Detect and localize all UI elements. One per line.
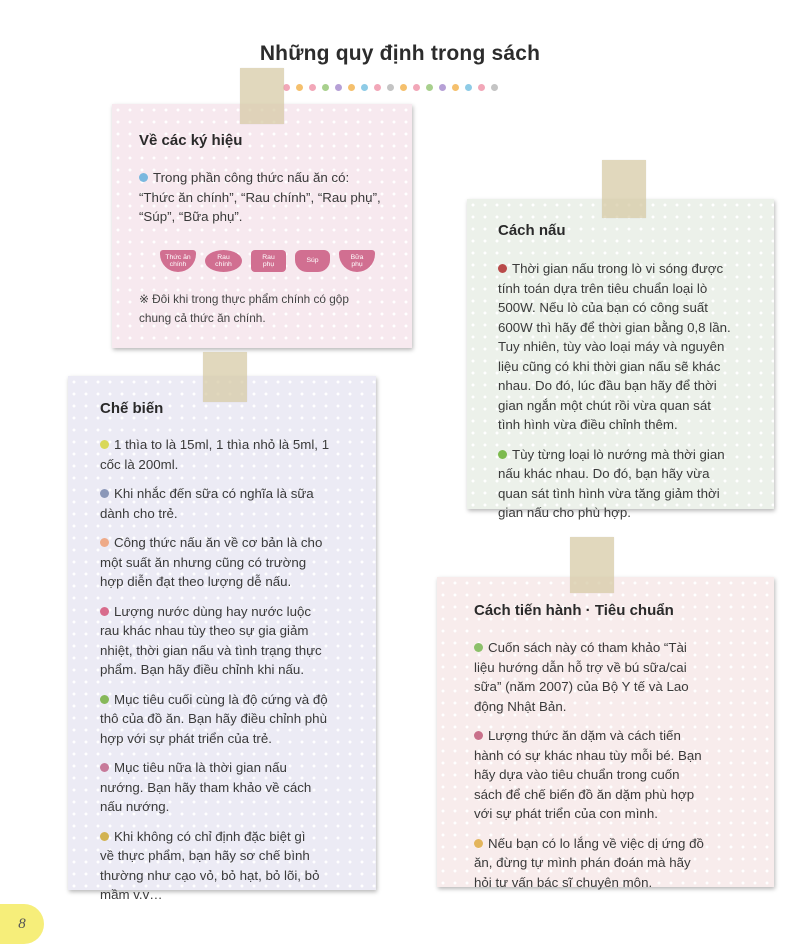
list-item (100, 827, 370, 905)
title-dot (387, 84, 394, 91)
symbols-note (139, 290, 407, 327)
symbols-line: “Súp”, “Bữa phụ”. (139, 209, 243, 224)
list-item (474, 834, 764, 893)
page-number: 8 (0, 904, 44, 944)
list-line: 500W. Nếu lò của bạn có công suất (498, 300, 708, 315)
label-main-veg: Rau chính (205, 250, 242, 272)
list-line: thô của đồ ăn. Bạn hãy điều chỉnh phù (100, 711, 327, 726)
list-line: Thời gian nấu trong lò vi sóng được (512, 261, 724, 276)
list-line: ăn, đừng tự mình phán đoán mà hãy (474, 855, 691, 870)
list-line: Cuốn sách này có tham khảo “Tài (488, 640, 687, 655)
list-item (498, 259, 768, 435)
card-cooking-heading: Cách nấu (498, 222, 566, 239)
title-dot (361, 84, 368, 91)
bullet-dot (474, 643, 483, 652)
list-item (498, 445, 768, 523)
list-line: 1 thìa to là 15ml, 1 thìa nhỏ là 5ml, 1 (114, 437, 330, 452)
symbols-line: “Thức ăn chính”, “Rau chính”, “Rau phụ”, (139, 189, 381, 205)
list-item (100, 602, 370, 680)
list-line: cốc là 200ml. (100, 456, 179, 472)
list-line: Công thức nấu ăn về cơ bản là cho (114, 535, 323, 550)
list-item (474, 638, 764, 716)
list-line: Tùy từng loại lò nướng mà thời gian (512, 446, 725, 462)
title-dot (348, 84, 355, 91)
list-line: hỏi tư vấn bác sĩ chuyên môn. (474, 874, 653, 890)
bullet-dot (474, 731, 483, 740)
symbols-line: Trong phần công thức nấu ăn có: (153, 170, 350, 185)
list-item (100, 484, 370, 523)
label-main-food: Thức ăn chính (160, 250, 196, 272)
list-line: một suất ăn nhưng cũng có trường (100, 554, 307, 570)
title-dot (439, 84, 446, 91)
list-line: hợp diễn đạt theo lượng dễ nấu. (100, 574, 292, 589)
cooking-body (498, 259, 768, 533)
tape-strip (203, 352, 247, 402)
title-dot (465, 84, 472, 91)
title-dots (283, 84, 498, 92)
list-line: sữa” (năm 2007) của Bộ Y tế và Lao (474, 679, 689, 694)
bullet-dot (100, 832, 109, 841)
page-title: Những quy định trong sách (259, 42, 541, 65)
list-line: nhiệt, thời gian nấu và tình trạng thực (100, 642, 322, 658)
list-line: Lượng thức ăn dặm và cách tiến (488, 728, 681, 743)
list-line: tính toán dựa trên tiêu chuẩn loại lò (498, 280, 708, 296)
list-line: Khi nhắc đến sữa có nghĩa là sữa (114, 486, 314, 501)
title-dot (491, 84, 498, 91)
bullet-dot (100, 440, 109, 449)
bullet-dot (100, 695, 109, 704)
bullet-dot (139, 173, 148, 182)
standard-body (474, 638, 764, 902)
list-line: động Nhật Bản. (474, 698, 567, 714)
list-item (100, 758, 370, 817)
title-dot (413, 84, 420, 91)
title-dot (400, 84, 407, 91)
list-line: sách để chế biến đồ ăn dặm phù hợp (474, 786, 695, 802)
list-line: về thực phẩm, bạn hãy sơ chế bình (100, 848, 310, 863)
category-labels (160, 250, 375, 272)
bullet-dot (100, 538, 109, 547)
list-line: nhau. Do đó, lúc đầu bạn hãy để thời (498, 378, 717, 393)
list-line: Nếu bạn có lo lắng về việc dị ứng đồ (488, 835, 704, 851)
bullet-dot (100, 607, 109, 616)
tape-strip (570, 537, 614, 593)
list-line: dành cho trẻ. (100, 505, 178, 521)
list-line: hành có sự khác nhau tùy mỗi bé. Bạn (474, 747, 702, 763)
card-standard-heading: Cách tiến hành · Tiêu chuẩn (474, 602, 674, 619)
label-soup: Súp (295, 250, 330, 272)
label-side-veg: Rau phụ (251, 250, 286, 272)
list-line: mầm v.v… (100, 887, 163, 902)
bullet-dot (100, 763, 109, 772)
list-line: nấu nướng. (100, 799, 170, 814)
bullet-dot (100, 489, 109, 498)
list-line: Mục tiêu nữa là thời gian nấu (114, 760, 287, 775)
title-dot (296, 84, 303, 91)
bullet-dot (498, 450, 507, 459)
list-line: thường như cạo vỏ, bỏ hạt, bỏ lõi, bỏ (100, 867, 320, 883)
list-line: tình hình vừa điều chỉnh thêm. (498, 417, 678, 432)
title-dot (478, 84, 485, 91)
symbols-paragraph (139, 168, 409, 227)
list-line: 600W thì hãy để thời gian bằng 0,8 lần. (498, 319, 731, 335)
title-dot (335, 84, 342, 91)
list-item (100, 690, 370, 749)
card-prep-heading: Chế biến (100, 400, 164, 417)
title-dot (452, 84, 459, 91)
list-item (474, 726, 764, 824)
list-line: liệu cũng có khi thời gian nấu sẽ khác (498, 358, 721, 374)
list-item (100, 435, 370, 474)
list-line: Khi không có chỉ định đặc biệt gì (114, 828, 306, 844)
list-line: hợp với sự phát triển của trẻ. (100, 730, 272, 746)
title-dot (374, 84, 381, 91)
list-line: nướng. Bạn hãy tham khảo về cách (100, 779, 312, 795)
list-line: rau khác nhau tùy theo sự gia giảm (100, 623, 309, 638)
list-line: với sự phát triển của con mình. (474, 806, 658, 821)
prep-body (100, 435, 370, 915)
list-line: Mục tiêu cuối cùng là độ cứng và độ (114, 691, 328, 707)
title-dot (322, 84, 329, 91)
list-line: gian ngắn một chút rồi vừa quan sát (498, 397, 711, 413)
title-dot (426, 84, 433, 91)
list-line: quan sát tình hình vừa tăng giảm thời (498, 485, 720, 501)
bullet-dot (498, 264, 507, 273)
title-dot (309, 84, 316, 91)
title-dot (283, 84, 290, 91)
card-symbols-heading: Về các ký hiệu (139, 132, 243, 149)
note-line: ※ Đôi khi trong thực phẩm chính có gộp (139, 292, 349, 306)
label-snack: Bữa phụ (339, 250, 375, 272)
bullet-dot (474, 839, 483, 848)
tape-strip (240, 68, 284, 124)
note-line: chung cả thức ăn chính. (139, 310, 266, 325)
list-line: phẩm. Bạn hãy điều chỉnh khi nấu. (100, 662, 305, 677)
list-line: gian nấu cho phù hợp. (498, 505, 631, 520)
list-item (100, 533, 370, 592)
list-line: liệu hướng dẫn hỗ trợ về bú sữa/cai (474, 659, 687, 675)
tape-strip (602, 160, 646, 218)
list-line: hãy dựa vào tiêu chuẩn trong cuốn (474, 767, 680, 782)
list-line: Lượng nước dùng hay nước luộc (114, 603, 312, 619)
list-line: Tuy nhiên, tùy vào loại máy và nguyên (498, 339, 725, 354)
list-line: nấu khác nhau. Do đó, bạn hãy vừa (498, 466, 710, 481)
